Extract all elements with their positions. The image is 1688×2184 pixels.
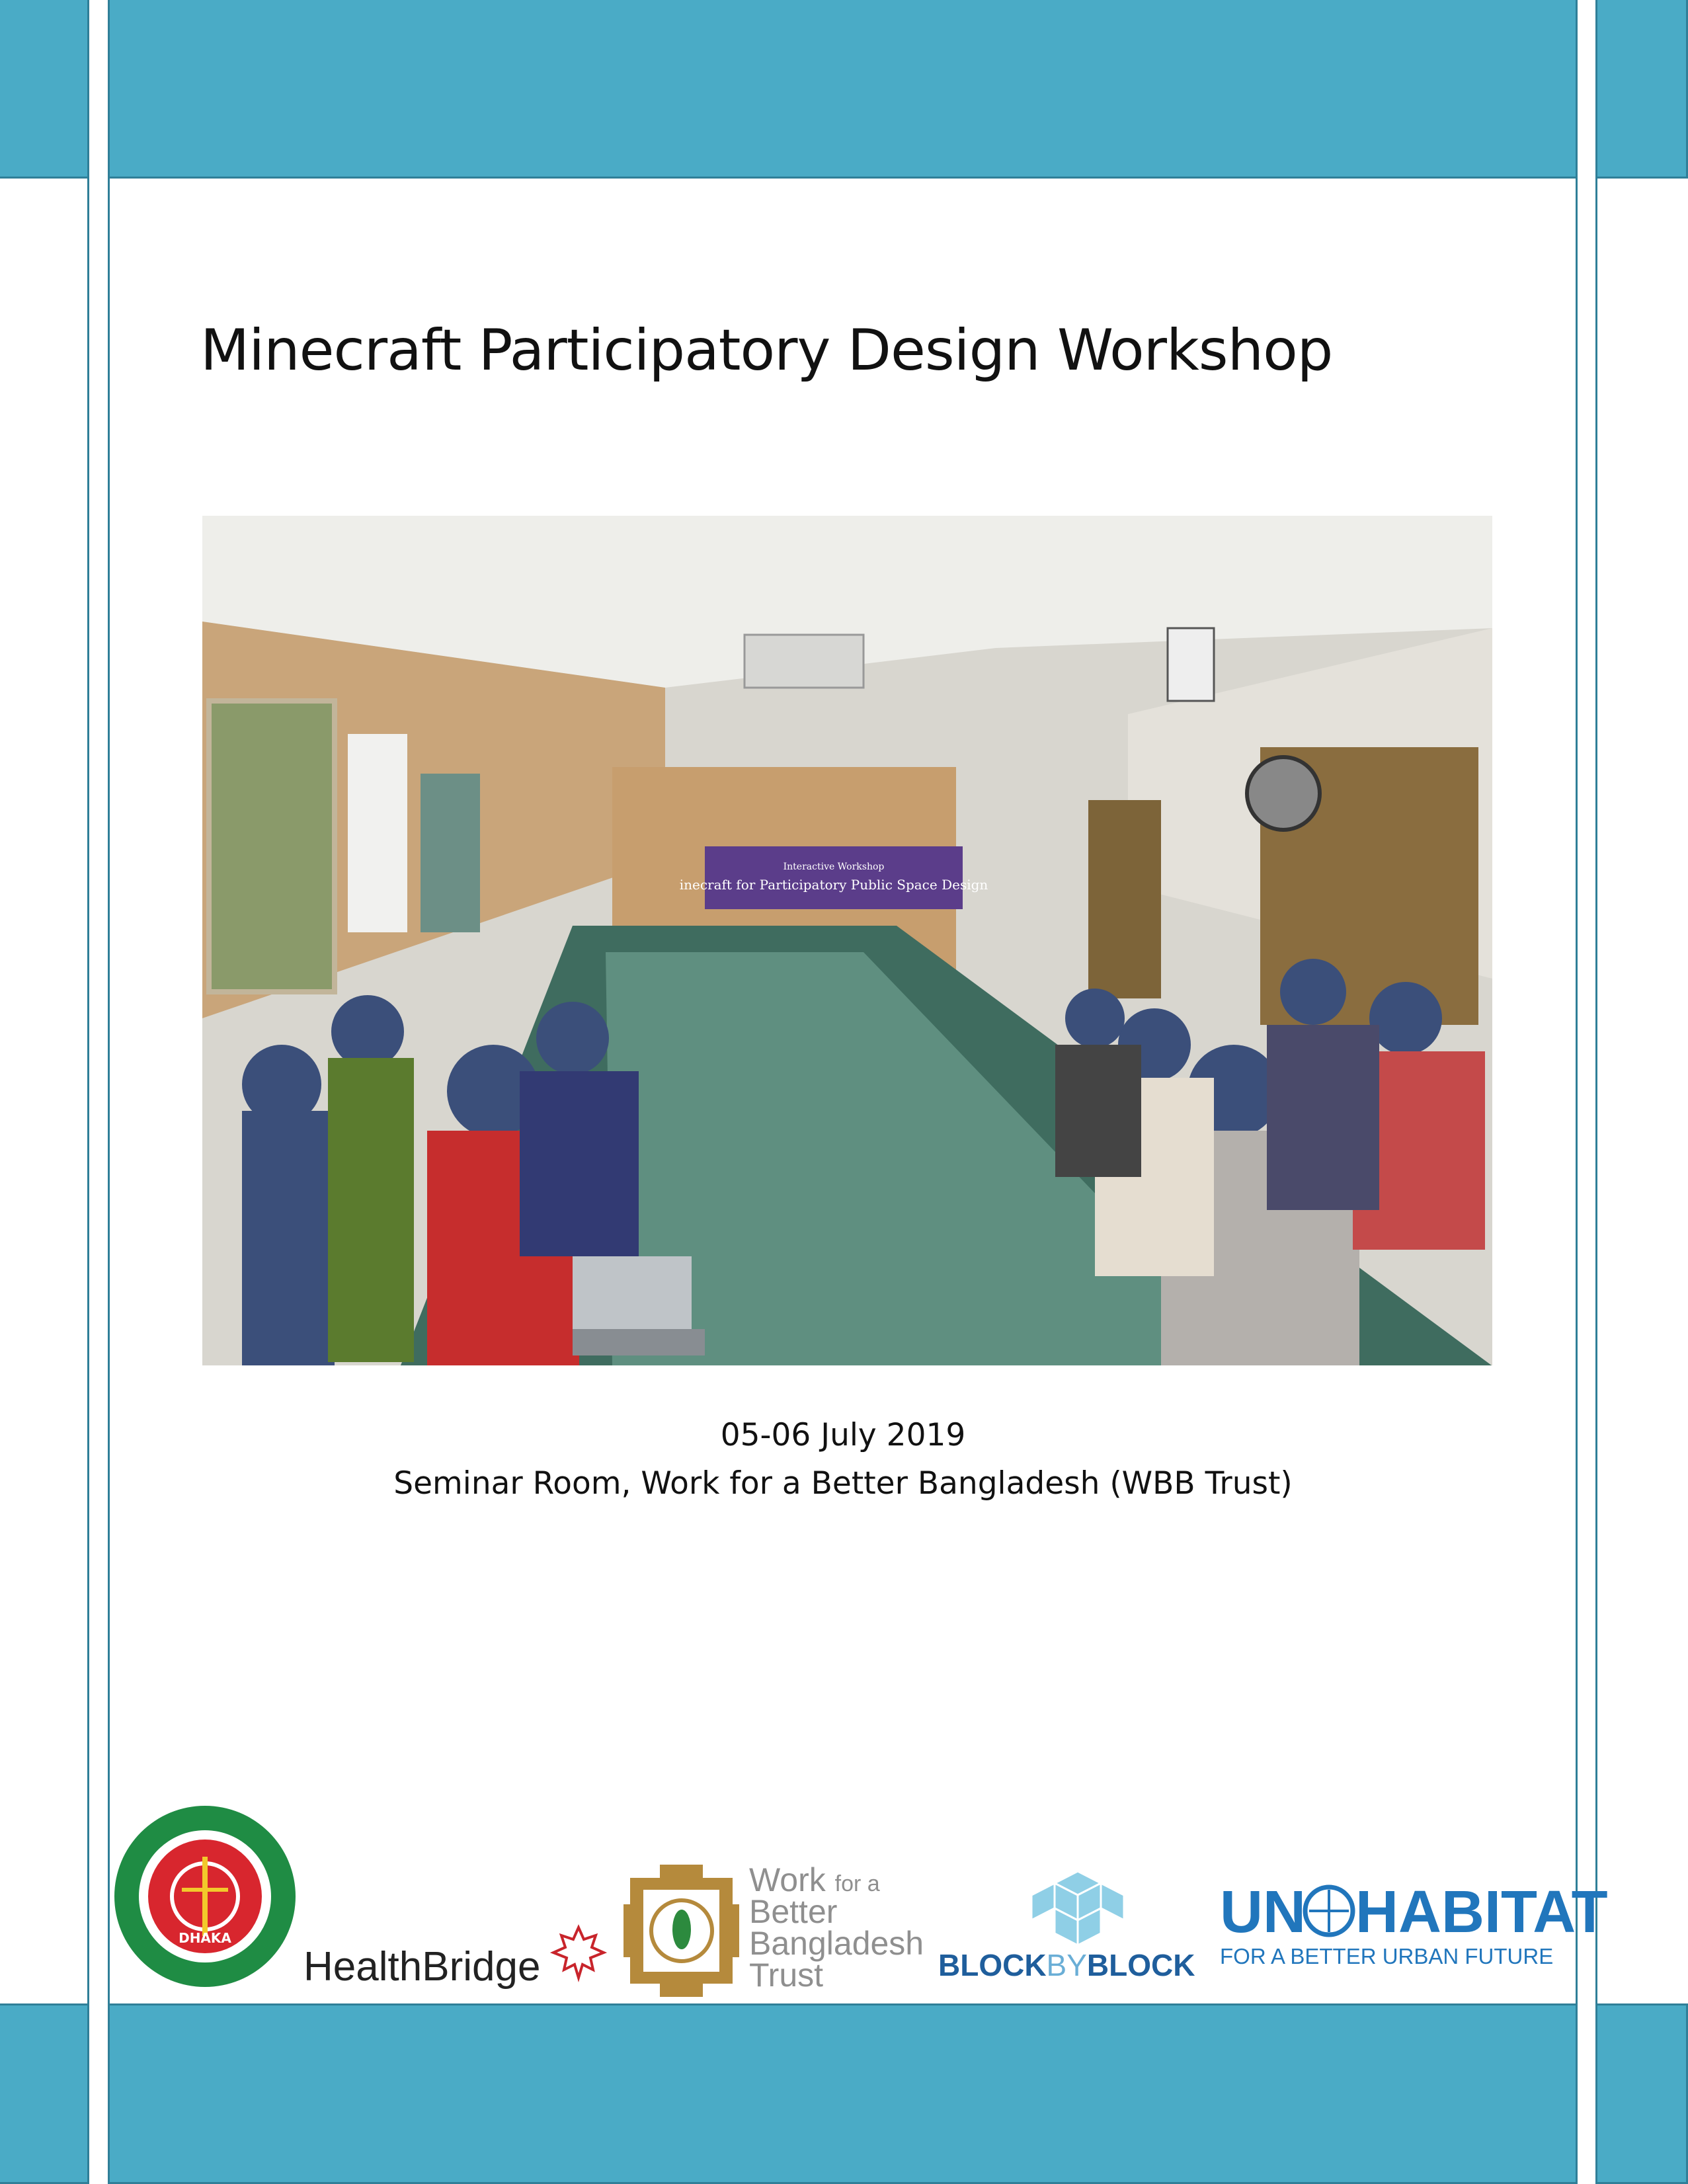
svg-text:Interactive Workshop: Interactive Workshop: [783, 862, 885, 872]
workshop-date: 05-06 July 2019: [720, 1417, 966, 1453]
frame-line-right-outer: [1595, 0, 1597, 2182]
footer-band-left: [0, 2003, 89, 2184]
svg-text:Better: Better: [749, 1893, 838, 1930]
header-band-left: [0, 0, 89, 179]
frame-line-left-outer: [87, 0, 89, 2182]
footer-band-right: [1595, 2003, 1688, 2184]
frame-line-left-inner: [108, 0, 110, 2182]
block-by-block-logo: [936, 1865, 1220, 1984]
svg-text:HealthBridge: HealthBridge: [303, 1944, 541, 1990]
frame-line-right-inner: [1576, 0, 1578, 2182]
svg-text:Trust: Trust: [749, 1957, 824, 1994]
workshop-photo: [202, 516, 1492, 1365]
header-band-right: [1595, 0, 1688, 179]
svg-text:HABITAT: HABITAT: [1355, 1879, 1608, 1945]
un-habitat-logo: [1220, 1878, 1608, 1977]
svg-text:DHAKA: DHAKA: [179, 1930, 231, 1946]
dncc-logo: [112, 1804, 298, 1989]
workshop-venue: Seminar Room, Work for a Better Bangladesh (WBB Trust): [393, 1465, 1293, 1502]
healthbridge-logo: [301, 1914, 612, 1994]
svg-text:FOR A BETTER URBAN FUTURE: FOR A BETTER URBAN FUTURE: [1220, 1944, 1554, 1968]
header-band-center: [108, 0, 1578, 179]
wbb-trust-logo: [623, 1861, 941, 1997]
svg-text:BLOCKBYBLOCK: BLOCKBYBLOCK: [938, 1948, 1195, 1982]
svg-text:Work for a: Work for a: [749, 1861, 880, 1898]
footer-band-center: [108, 2003, 1578, 2184]
svg-text:inecraft for Participatory Pub: inecraft for Participatory Public Space Design: [679, 877, 988, 893]
svg-text:Bangladesh: Bangladesh: [749, 1925, 924, 1962]
un-emblem-icon: [1305, 1887, 1353, 1935]
page-title: Minecraft Participatory Design Workshop: [200, 317, 1333, 384]
svg-text:UN: UN: [1220, 1879, 1306, 1945]
